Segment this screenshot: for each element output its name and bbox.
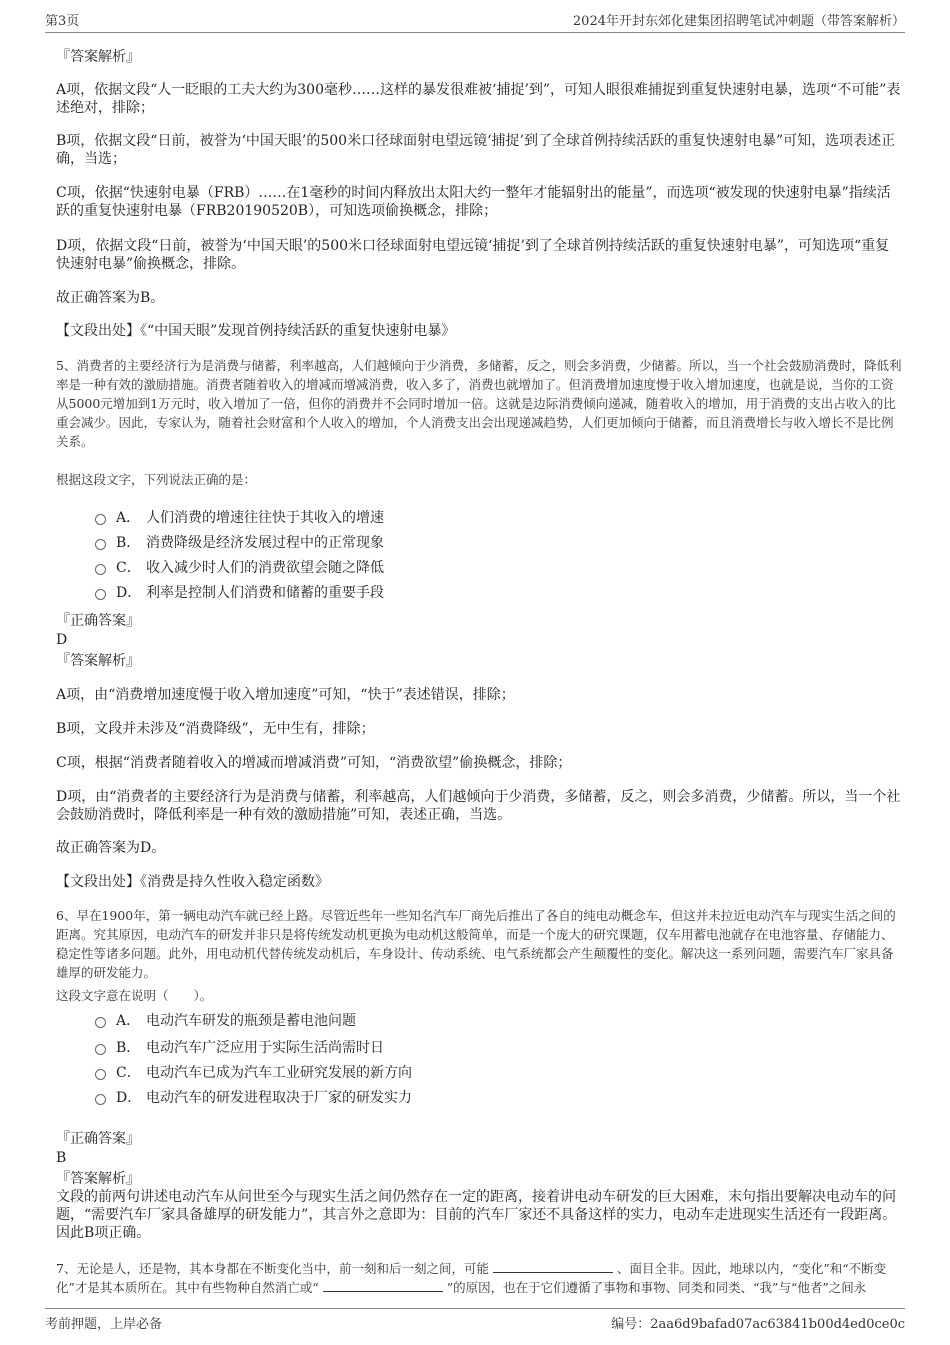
q4-conclusion: 故正确答案为B。 [56, 290, 165, 306]
q6-option-c[interactable]: C． 电动汽车已成为汽车工业研究发展的新方向 [95, 1062, 412, 1082]
q5-analysis-d: D项，由“消费者的主要经济行为是消费与储蓄，利率越高，人们越倾向于少消费，多储蓄，反之，则会多消费，少储蓄。所以，当一个社会鼓励消费时，降低利率是一种有效的激励措施”可知，表述正确，当选。 [56, 789, 901, 823]
q7-stem: 7、无论是人，还是物，其本身都在不断变化当中，前一刻和后一刻之间，可能 、面目全非。因此，地球以内，“变化”和“不断变化”才是其本质所在。其中有些物种自然消亡或“ ”的原因，也在于它们遵循了事物和事物、同类和同类、“我”与“他者”之间永 [56, 1261, 887, 1295]
q5-stem: 5、消费者的主要经济行为是消费与储蓄，利率越高，人们越倾向于少消费，多储蓄，反之，则会多消费，少储蓄。所以，当一个社会鼓励消费时，降低利率是一种有效的激励措施。消费者随着收入的增减而增减消费，收入多了，消费也就增加了。但消费增加速度慢于收入增加速度，也就是说，当你的工资从5000元增加到1万元时，收入增加了一倍，但你的消费并不会同时增加一倍。这就是边际消费倾向递减，随着收入的增加，用于消费的支出占收入的比重会减少。因此，专家认为，随着社会财富和个人收入的增加，个人消费支出会出现递减趋势，人们更加倾向于储蓄，而且消费增长与收入增长不是比例关系。 [56, 358, 902, 449]
q4-analysis-d: D项，依据文段“日前，被誉为‘中国天眼’的500米口径球面射电望远镜‘捕捉’到了全球首例持续活跃的重复快速射电暴”，可知选项“重复快速射电暴”偷换概念，排除。 [56, 238, 890, 272]
q5-answer: D [56, 632, 68, 648]
q4-analysis-title: 『答案解析』 [56, 49, 140, 65]
q5-answer-title: 『正确答案』 [56, 613, 140, 629]
radio-button-icon[interactable] [95, 564, 106, 575]
q5-analysis-c: C项，根据“消费者随着收入的增减而增减消费”可知，“消费欲望”偷换概念，排除； [56, 755, 572, 771]
fill-blank-1[interactable] [493, 1260, 613, 1273]
q6-option-a[interactable]: A． 电动汽车研发的瓶颈是蓄电池问题 [95, 1010, 356, 1030]
q6-option-b[interactable]: B． 电动汽车广泛应用于实际生活尚需时日 [95, 1037, 384, 1057]
page-header [45, 10, 905, 33]
page-number: 第3页 [45, 14, 80, 29]
q5-option-b[interactable]: B． 消费降级是经济发展过程中的正常现象 [95, 532, 384, 552]
q5-source: 【文段出处】《消费是持久性收入稳定函数》 [56, 874, 329, 890]
q5-option-d[interactable]: D． 利率是控制人们消费和储蓄的重要手段 [95, 582, 384, 602]
q4-analysis-b: B项，依据文段“日前，被誉为‘中国天眼’的500米口径球面射电望远镜‘捕捉’到了全球首例持续活跃的重复快速射电暴”可知，选项表述正确，当选； [56, 133, 896, 167]
fill-blank-2[interactable] [323, 1279, 443, 1292]
q4-analysis-c: C项，依据“快速射电暴（FRB）……在1毫秒的时间内释放出太阳大约一整年才能辐射出的能量”，而选项“被发现的快速射电暴”指续活跃的重复快速射电暴（FRB20190520B），可知选项偷换概念，排除； [56, 185, 891, 219]
radio-button-icon[interactable] [95, 1017, 106, 1028]
footer-slogan: 考前押题，上岸必备 [45, 1316, 163, 1332]
q4-analysis-a: A项，依据文段“人一眨眼的工夫大约为300毫秒……这样的暴发很难被‘捕捉’到”，可知人眼很难捕捉到重复快速射电暴，选项“不可能”表述绝对，排除； [56, 82, 901, 116]
radio-button-icon[interactable] [95, 589, 106, 600]
radio-button-icon[interactable] [95, 514, 106, 525]
q5-option-a[interactable]: A． 人们消费的增速往往快于其收入的增速 [95, 507, 384, 527]
document-id: 编号：2aa6d9bafad07ac63841b00d4ed0ce0c [611, 1316, 905, 1332]
document-title: 2024年开封东郊化建集团招聘笔试冲刺题（带答案解析） [572, 14, 905, 29]
radio-button-icon[interactable] [95, 1094, 106, 1105]
q4-source: 【文段出处】《“中国天眼”发现首例持续活跃的重复快速射电暴》 [56, 323, 456, 339]
q6-analysis-title: 『答案解析』 [56, 1171, 140, 1187]
q5-conclusion: 故正确答案为D。 [56, 840, 166, 856]
q6-stem: 6、早在1900年，第一辆电动汽车就已经上路。尽管近些年一些知名汽车厂商先后推出了各自的纯电动概念车，但这并未拉近电动汽车与现实生活之间的距离。究其原因，电动汽车的研发并非只是将传统发动机更换为电动机这般简单，而是一个庞大的研究课题，仅车用蓄电池就存在电池容量、存储能力、稳定性等诸多问题。此外，用电动机代替传统发动机后，车身设计、传动系统、电气系统都会产生颠覆性的变化。解决这一系列问题，需要汽车厂家具备雄厚的研发能力。 [56, 908, 896, 980]
q5-prompt: 根据这段文字，下列说法正确的是： [56, 472, 257, 487]
q6-answer: B [56, 1150, 67, 1166]
radio-button-icon[interactable] [95, 1069, 106, 1080]
q5-analysis-b: B项，文段并未涉及“消费降级”，无中生有，排除； [56, 721, 375, 737]
page-footer [45, 1308, 905, 1335]
radio-button-icon[interactable] [95, 1044, 106, 1055]
q6-answer-title: 『正确答案』 [56, 1131, 140, 1147]
q5-analysis-title: 『答案解析』 [56, 653, 140, 669]
q6-option-d[interactable]: D． 电动汽车的研发进程取决于厂家的研发实力 [95, 1087, 412, 1107]
q6-prompt: 这段文字意在说明（ ）。 [56, 988, 213, 1003]
radio-button-icon[interactable] [95, 539, 106, 550]
q5-analysis-a: A项，由“消费增加速度慢于收入增加速度”可知，“快于”表述错误，排除； [56, 687, 515, 703]
q5-option-c[interactable]: C． 收入减少时人们的消费欲望会随之降低 [95, 557, 384, 577]
q6-analysis: 文段的前两句讲述电动汽车从问世至今与现实生活之间仍然存在一定的距离，接着讲电动车研发的巨大困难，末句指出要解决电动车的问题，“需要汽车厂家具备雄厚的研发能力”，其言外之意即为：目前的汽车厂家还不具备这样的实力，电动车走进现实生活还有一段距离。因此B项正确。 [56, 1189, 897, 1241]
